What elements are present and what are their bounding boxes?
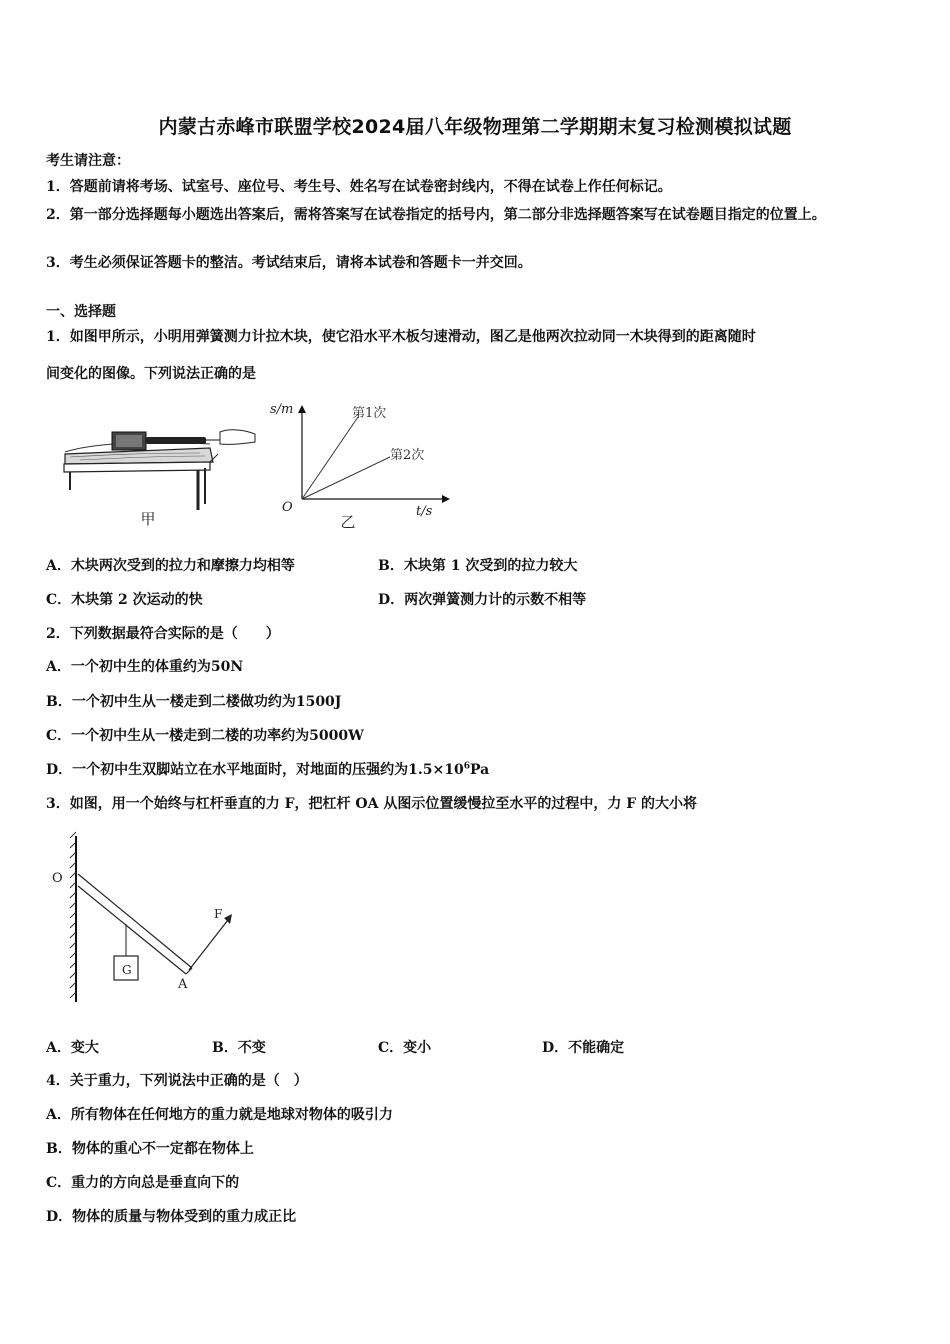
q1-figure-b-y-axis: s/m bbox=[270, 402, 294, 417]
q1-option-d: D．两次弹簧测力计的示数不相等 bbox=[378, 592, 587, 608]
q1-figure-b-label: 乙 bbox=[340, 513, 356, 531]
q3-option-b: B．不变 bbox=[212, 1040, 266, 1056]
q2-option-a: A．一个初中生的体重约为50N bbox=[46, 659, 244, 675]
q3-figure-o: O bbox=[52, 871, 63, 886]
q1-option-c: C．木块第 2 次运动的快 bbox=[46, 592, 203, 608]
q3-figure-f: F bbox=[214, 907, 223, 921]
q1-figure-b-line1: 第1次 bbox=[352, 406, 387, 421]
section-heading: 一、选择题 bbox=[46, 304, 116, 320]
q2-option-d-unit: Pa bbox=[469, 762, 490, 778]
q3-figure-g: G bbox=[122, 963, 132, 977]
q1-figure-b-x-axis: t/s bbox=[416, 504, 433, 519]
notice-item-2: 2．第一部分选择题每小题选出答案后，需将答案写在试卷指定的括号内，第二部分非选择题答案写在试卷题目指定的位置上。 bbox=[46, 207, 826, 223]
page-title: 内蒙古赤峰市联盟学校2024届八年级物理第二学期期末复习检测模拟试题 bbox=[158, 116, 792, 138]
q2-stem: 2．下列数据最符合实际的是（ ） bbox=[46, 626, 280, 642]
q1-figure-b-line2: 第2次 bbox=[390, 448, 425, 463]
q1-figure-a bbox=[60, 418, 260, 530]
q3-stem: 3．如图，用一个始终与杠杆垂直的力 F，把杠杆 OA 从图示位置缓慢拉至水平的过程中，力 F 的大小将 bbox=[46, 796, 698, 812]
notice-item-3: 3．考生必须保证答题卡的整洁。考试结束后，请将本试卷和答题卡一并交回。 bbox=[46, 255, 532, 271]
notice-heading: 考生请注意： bbox=[46, 153, 130, 169]
q1-option-b: B．木块第 1 次受到的拉力较大 bbox=[378, 558, 578, 574]
q1-stem-line1: 1．如图甲所示，小明用弹簧测力计拉木块，使它沿水平木板匀速滑动，图乙是他两次拉动同一木块得到的距离随时 bbox=[46, 329, 756, 345]
q4-stem: 4．关于重力，下列说法中正确的是（ ） bbox=[46, 1073, 308, 1089]
q4-option-a: A．所有物体在任何地方的重力就是地球对物体的吸引力 bbox=[46, 1107, 393, 1123]
q1-stem-line2: 间变化的图像。下列说法正确的是 bbox=[46, 366, 256, 382]
q3-option-c: C．变小 bbox=[378, 1040, 432, 1056]
q3-option-a: A．变大 bbox=[46, 1040, 99, 1056]
notice-item-1: 1．答题前请将考场、试室号、座位号、考生号、姓名写在试卷密封线内，不得在试卷上作任何标记。 bbox=[46, 179, 672, 195]
q2-option-d bbox=[46, 761, 489, 779]
q3-figure bbox=[46, 830, 246, 1010]
q3-option-d: D．不能确定 bbox=[542, 1040, 625, 1056]
q1-figure-a-label: 甲 bbox=[140, 510, 156, 528]
q4-option-d: D．物体的质量与物体受到的重力成正比 bbox=[46, 1209, 297, 1225]
q3-figure-a: A bbox=[178, 977, 188, 992]
q1-option-a: A．木块两次受到的拉力和摩擦力均相等 bbox=[46, 558, 295, 574]
q2-option-d-text: D．一个初中生双脚站立在水平地面时，对地面的压强约为1.5×10 bbox=[46, 762, 464, 778]
q4-option-c: C．重力的方向总是垂直向下的 bbox=[46, 1175, 240, 1191]
q1-figure-b-origin: O bbox=[282, 500, 293, 515]
q2-option-c: C．一个初中生从一楼走到二楼的功率约为5000W bbox=[46, 728, 364, 744]
q4-option-b: B．物体的重心不一定都在物体上 bbox=[46, 1141, 254, 1157]
q1-figure-b bbox=[266, 395, 456, 535]
q2-option-d-exponent: 6 bbox=[463, 761, 470, 772]
q2-option-b: B．一个初中生从一楼走到二楼做功约为1500J bbox=[46, 694, 342, 710]
